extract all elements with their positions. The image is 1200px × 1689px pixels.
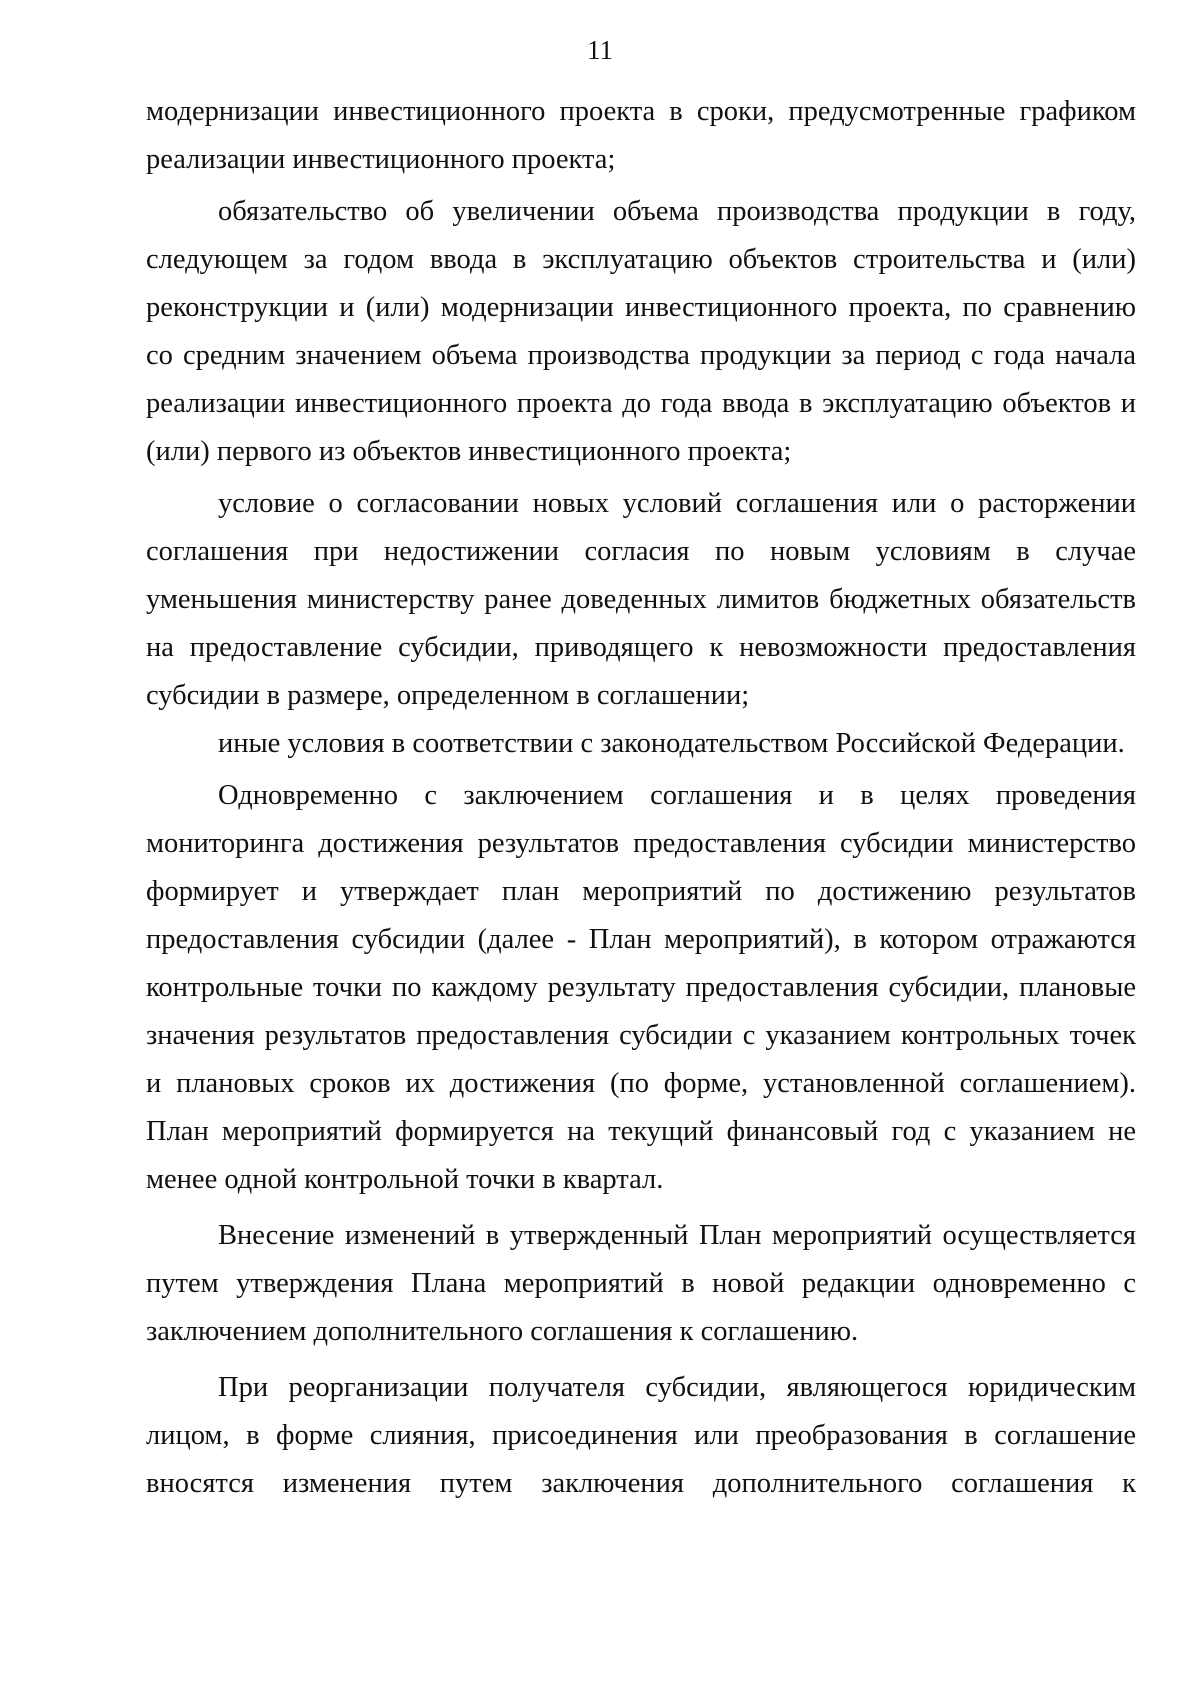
paragraph-plan-amendment: Внесение изменений в утвержденный План мероприятий осуществляется путем утверждения Плана мероприятий в новой редакции одновременно с заключением дополнительного соглашения к соглашению. [146, 1220, 1136, 1347]
paragraph-termination-condition: условие о согласовании новых условий соглашения или о расторжении соглашения при недостижении согласия по новым условиям в случае уменьшения министерству ранее доведенных лимитов бюджетных обязательств на предоставление субсидии, приводящего к невозможности предоставления субсидии в размере, определенном в соглашении; [146, 488, 1136, 711]
paragraph-production-obligation: обязательство об увеличении объема производства продукции в году, следующем за годом ввода в эксплуатацию объектов строительства и (или) реконструкции и (или) модернизации инвестиционного проекта, по сравнению со средним значением объема производства продукции за период с года начала реализации инвестиционного проекта до года ввода в эксплуатацию объектов и (или) первого из объектов инвестиционного проекта; [146, 196, 1136, 467]
paragraph-reorganization: При реорганизации получателя субсидии, являющегося юридическим лицом, в форме слияния, присоединения или преобразования в соглашение вносятся изменения путем заключения дополнительного соглашения к [146, 1372, 1136, 1499]
paragraph-action-plan: Одновременно с заключением соглашения и в целях проведения мониторинга достижения результатов предоставления субсидии министерство формирует и утверждает план мероприятий по достижению результатов предоставления субсидии (далее - План мероприятий), в котором отражаются контрольные точки по каждому результату предоставления субсидии, плановые значения результатов предоставления субсидии с указанием контрольных точек и плановых сроков их достижения (по форме, установленной соглашением). План мероприятий формируется на текущий финансовый год с указанием не менее одной контрольной точки в квартал. [146, 780, 1136, 1195]
paragraph-other-conditions: иные условия в соответствии с законодательством Российской Федерации. [218, 728, 1125, 759]
paragraph-continuation: модернизации инвестиционного проекта в сроки, предусмотренные графиком реализации инвестиционного проекта; [146, 96, 1136, 175]
document-body [146, 88, 1136, 1508]
page-number: 11 [587, 35, 613, 65]
